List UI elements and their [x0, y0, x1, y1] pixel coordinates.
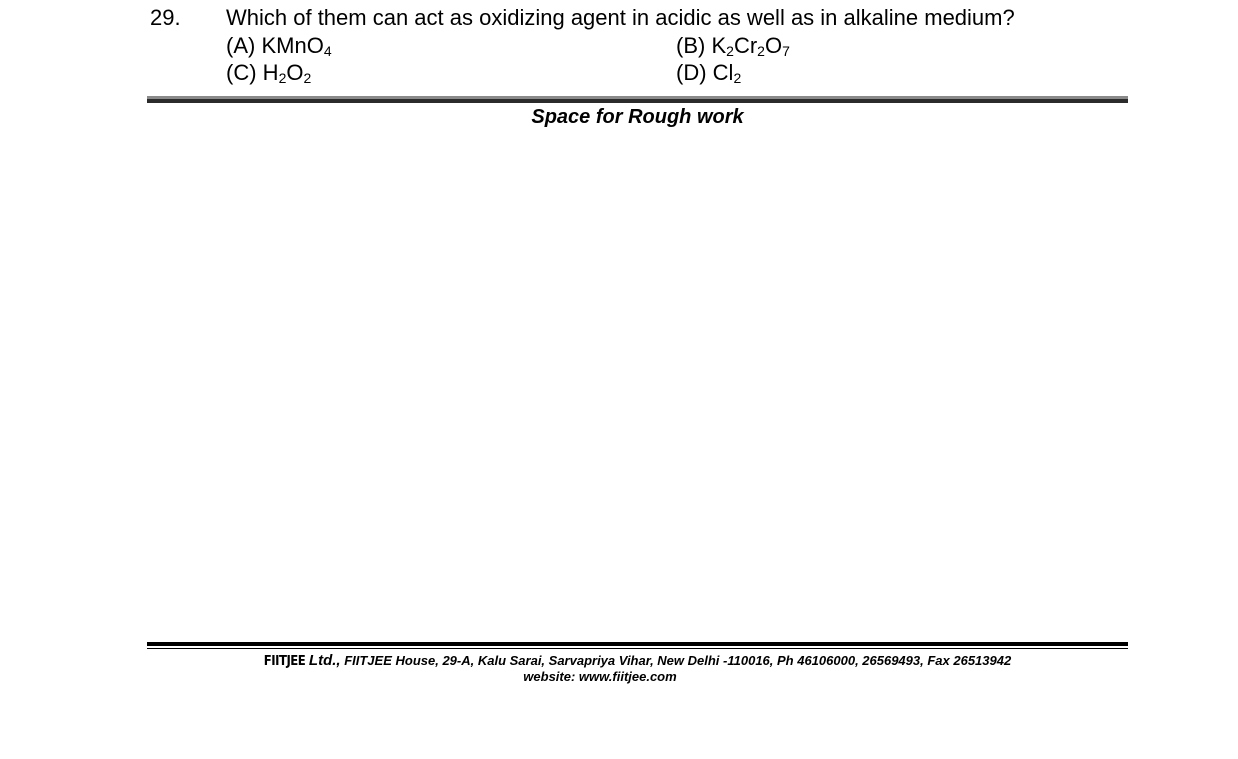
footer-address: FIITJEE House, 29-A, Kalu Sarai, Sarvapriya Vihar, New Delhi -110016, Ph 46106000, 26569493, Fax 26513942 — [344, 653, 1012, 668]
footer-rule-thin — [147, 648, 1128, 649]
option-b-label: (B) — [676, 33, 706, 58]
rough-work-title: Space for Rough work — [531, 106, 744, 128]
option-b-formula: $K_2Cr_2O_7$ — [711, 33, 790, 59]
question-number: 29. — [150, 5, 181, 30]
question-text: Which of them can act as oxidizing agent in acidic as well as in alkaline medium? — [226, 5, 1015, 30]
footer-brand: FIITJEE — [263, 654, 306, 669]
option-d-label: (D) — [676, 60, 707, 85]
option-c-label: (C) — [226, 60, 257, 85]
footer-address-line — [0, 653, 1238, 670]
option-a[interactable] — [226, 32, 332, 59]
option-a-label: (A) — [226, 33, 256, 58]
footer-website: website: www.fiitjee.com — [523, 669, 677, 684]
footer-ltd: Ltd., — [308, 652, 341, 669]
footer-rule-thick — [147, 642, 1128, 646]
rough-work-area — [147, 132, 1128, 637]
option-b[interactable] — [676, 32, 790, 59]
option-a-formula: KMnO$_4$ — [261, 33, 332, 59]
option-c[interactable] — [226, 59, 311, 86]
option-d[interactable] — [676, 59, 741, 86]
section-divider — [147, 96, 1128, 103]
option-c-formula: $H_2O_2$ — [262, 60, 312, 86]
option-d-formula: $Cl_2$ — [712, 60, 742, 86]
